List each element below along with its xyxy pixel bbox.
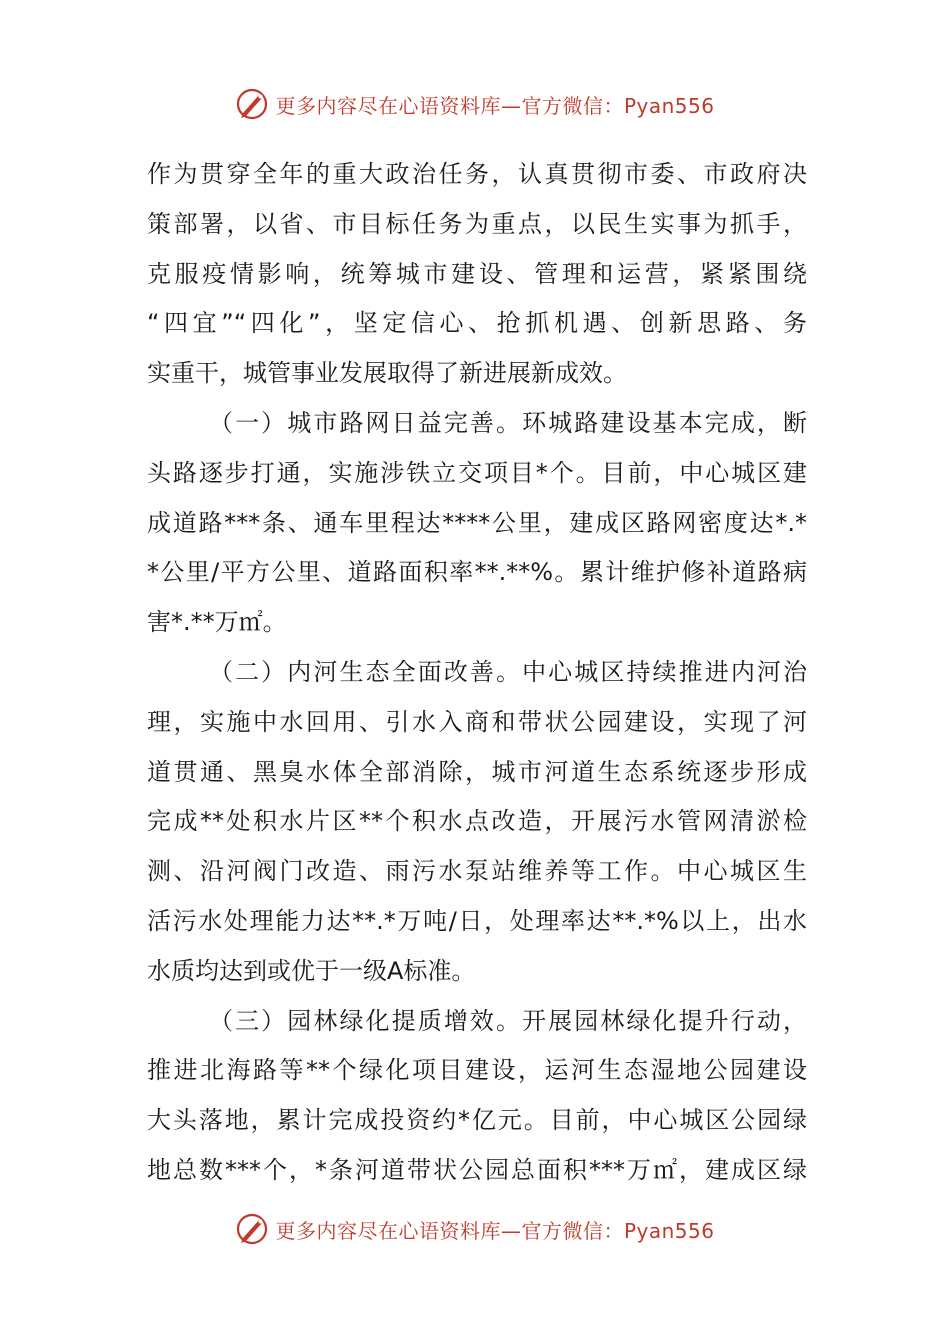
paragraph-heading-line: （二）内河生态全面改善。中心城区持续推进内河治 xyxy=(209,657,807,686)
banner-text xyxy=(275,1215,714,1244)
banner-brand: 更多内容尽在心语资料库 xyxy=(275,93,501,118)
text-line: *公里/平方公里、道路面积率**.**%。累计维护修补道路病 xyxy=(147,558,807,587)
paragraph-heading-line: （一）城市路网日益完善。环城路建设基本完成，断 xyxy=(209,408,807,437)
pen-logo-icon xyxy=(235,87,269,121)
text-line: 地总数***个，*条河道带状公园总面积***万㎡，建成区绿 xyxy=(147,1155,807,1184)
text-line: 大头落地，累计完成投资约*亿元。目前，中心城区公园绿 xyxy=(147,1106,807,1135)
pen-logo-icon xyxy=(235,1212,269,1246)
text-line: 作为贯穿全年的重大政治任务，认真贯彻市委、市政府决 xyxy=(147,160,807,188)
text-line: 策部署，以省、市目标任务为重点，以民生实事为抓手， xyxy=(147,209,807,238)
text-line: “四宜”“四化”，坚定信心、抢抓机遇、创新思路、务 xyxy=(147,309,807,338)
text-line: 完成**处积水片区**个积水点改造，开展污水管网清淤检 xyxy=(147,807,807,836)
text-line: 克服疫情影响，统筹城市建设、管理和运营，紧紧围绕 xyxy=(147,259,807,288)
document-body xyxy=(147,150,807,1196)
text-line: 成道路***条、通车里程达****公里，建成区路网密度达*.* xyxy=(147,508,807,537)
banner-dash: — xyxy=(500,93,522,118)
text-line: 理，实施中水回用、引水入商和带状公园建设，实现了河 xyxy=(147,707,807,736)
text-line: 实重干，城管事业发展取得了新进展新成效。 xyxy=(147,359,627,388)
text-line: 道贯通、黑臭水体全部消除，城市河道生态系统逐步形成 xyxy=(147,757,807,786)
banner-brand: 更多内容尽在心语资料库 xyxy=(275,1218,501,1243)
text-line: 测、沿河阀门改造、雨污水泵站维养等工作。中心城区生 xyxy=(147,857,807,886)
banner-wechat: 官方微信：Pyan556 xyxy=(521,1218,715,1243)
footer-banner xyxy=(0,1207,950,1251)
paragraph-heading-line: （三）园林绿化提质增效。开展园林绿化提升行动， xyxy=(209,1006,807,1035)
text-line: 害*.**万㎡。 xyxy=(147,608,287,637)
text-line: 推进北海路等**个绿化项目建设，运河生态湿地公园建设 xyxy=(147,1056,807,1085)
text-line: 头路逐步打通，实施涉铁立交项目*个。目前，中心城区建 xyxy=(147,458,807,487)
banner-wechat: 官方微信：Pyan556 xyxy=(521,93,715,118)
text-line: 活污水处理能力达**.*万吨/日，处理率达**.*%以上，出水 xyxy=(147,906,807,935)
banner-text xyxy=(275,90,714,119)
banner-dash: — xyxy=(500,1218,522,1243)
header-banner xyxy=(0,82,950,126)
text-line: 水质均达到或优于一级A标准。 xyxy=(147,956,476,985)
